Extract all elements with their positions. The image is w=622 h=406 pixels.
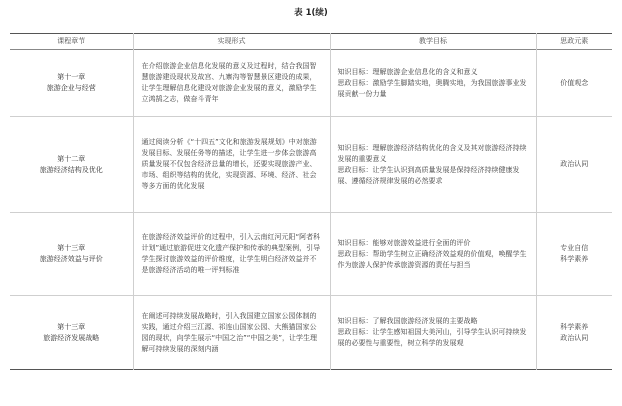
goals-cell [330, 50, 536, 117]
header-goals: 教学目标 [330, 34, 536, 50]
table-row [10, 213, 612, 296]
chapter-number: 第十一章 [57, 73, 86, 81]
knowledge-goal: 知识目标：理解旅游企业信息化的含义和意义 [337, 67, 478, 76]
values-cell [536, 50, 612, 117]
chapter-title: 旅游经济发展战略 [43, 333, 100, 342]
values-cell [536, 117, 612, 213]
ideological-goal: 思政目标：让学生认识到高质量发展是保持经济持续健康发展、遵循经济规律发展的必然要求 [337, 165, 520, 185]
values-cell [536, 296, 612, 370]
implementation-cell [133, 213, 330, 296]
implementation-text: 通过阅读分析《“十四五”文化和旅游发展规划》中对旅游发展目标、发展任务等的描述，让学生进一步体会旅游高质量发展不仅包含经济总量的增长，还要实现旅游产业、市场、组织等结构的优化，实现资源、环境、经济、社会等多方面的优化发展 [141, 138, 317, 190]
header-implementation: 实现形式 [133, 34, 330, 50]
header-chapter: 课程章节 [57, 37, 86, 45]
knowledge-goal: 知识目标：理解旅游经济结构优化的含义及其对旅游经济持续发展的重要意义 [337, 143, 527, 163]
chapter-title: 旅游企业与经营 [46, 84, 96, 92]
goals-cell [330, 117, 536, 213]
value-element: 政治认同 [560, 160, 589, 168]
value-element: 专业自信 [560, 244, 589, 252]
table-caption: 表 1(续) [294, 8, 328, 18]
table-header-row [10, 34, 612, 50]
chapter-number: 第十三章 [57, 244, 86, 252]
chapter-cell [10, 117, 133, 213]
table-row [10, 296, 612, 370]
chapter-cell [10, 213, 133, 296]
implementation-text: 在阐述可持续发展战略时，引入我国建立国家公园体制的实践，通过介绍三江源、祁连山国家公园、大熊猫国家公园的现状，向学生展示“中国之治”“中国之美”，让学生理解可持续发展的深刻内涵 [141, 311, 318, 353]
table-row [10, 50, 612, 117]
implementation-cell [133, 296, 330, 370]
ideological-goal: 思政目标：帮助学生树立正确经济效益观的价值观，唤醒学生作为旅游人保护传承旅游资源的责任与担当 [337, 249, 527, 269]
table-row [10, 117, 612, 213]
implementation-text: 在旅游经济效益评价的过程中，引入云南红河元阳“阿者科计划”通过旅游促进文化遗产保护和传承的典型案例，引导学生探讨旅游效益的评价维度，让学生明白经济效益并不是旅游经济活动的唯一评判标准 [141, 233, 321, 274]
header-values: 思政元素 [536, 34, 612, 50]
value-element: 科学素养 [560, 322, 589, 331]
chapter-number: 第十三章 [57, 322, 86, 331]
values-cell [536, 213, 612, 296]
ideological-goal: 思政目标：让学生感知祖国大美河山，引导学生认识可持续发展的必要性与重要性，树立科学的发展观 [337, 328, 527, 347]
chapter-cell [10, 50, 133, 117]
chapter-title: 旅游经济结构及优化 [39, 165, 103, 174]
value-element: 科学素养 [560, 255, 589, 263]
knowledge-goal: 知识目标：了解我国旅游经济发展的主要战略 [337, 317, 478, 325]
chapter-cell [10, 296, 133, 370]
chapter-number: 第十二章 [57, 154, 86, 163]
implementation-cell [133, 50, 330, 117]
goals-cell [330, 296, 536, 370]
ideological-goal: 思政目标：激励学生脚踏实地，奥腾实地，为我国旅游事业发展贡献一份力量 [337, 78, 527, 98]
value-element: 价值观念 [560, 78, 589, 87]
curriculum-table [10, 33, 612, 370]
implementation-cell [133, 117, 330, 213]
implementation-text: 在介绍旅游企业信息化发展的意义及过程时，结合我国智慧旅游建设现状及故宫、九寨沟等智慧景区建设的成果，让学生理解信息化建设对旅游企业发展的意义，激励学生立鸿鹄之志，做奋斗青年 [141, 62, 317, 103]
knowledge-goal: 知识目标：能够对旅游效益进行全面的评价 [337, 238, 471, 247]
value-element: 政治认同 [560, 333, 589, 342]
chapter-title: 旅游经济效益与评价 [39, 255, 103, 263]
goals-cell [330, 213, 536, 296]
